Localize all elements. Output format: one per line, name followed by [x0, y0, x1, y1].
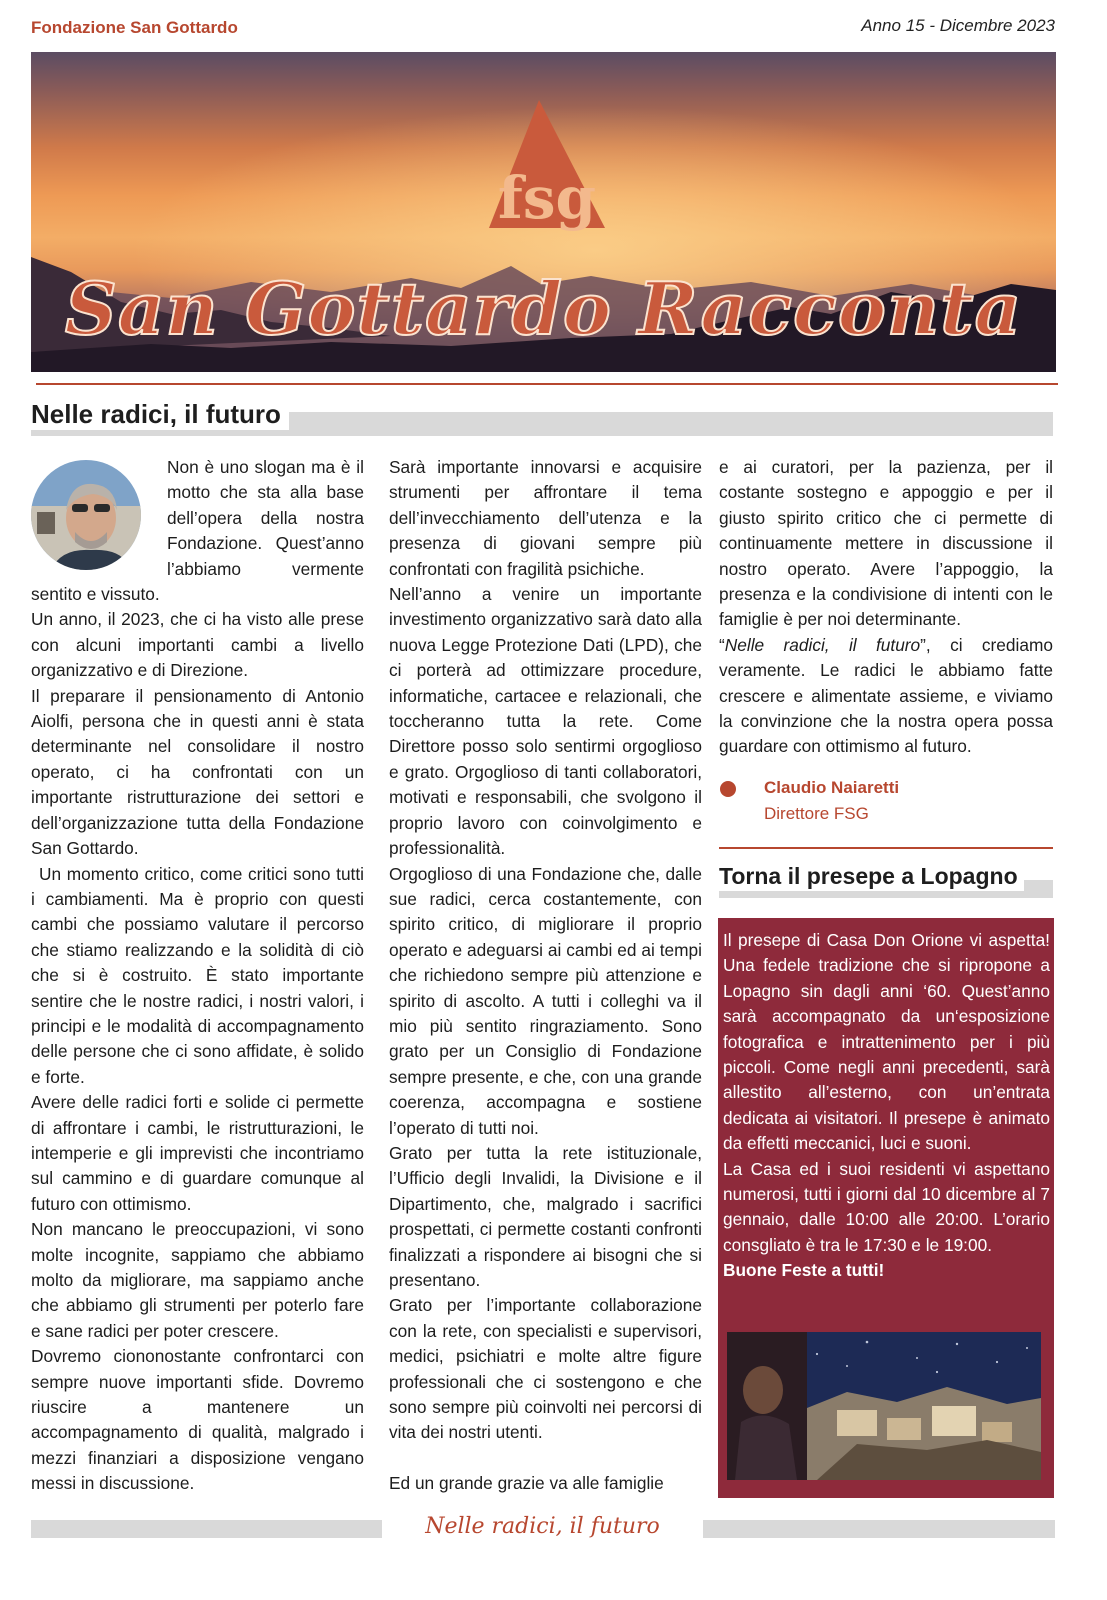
organization-name: Fondazione San Gottardo	[31, 18, 238, 37]
sidebar-divider	[719, 847, 1053, 849]
footer-motto: Nelle radici, il futuro	[425, 1514, 660, 1539]
col1-paragraph: Non è uno slogan ma è il motto che sta alla base dell’opera della nostra Fondazione. Quest’anno l’abbiamo vermente sentito e vissuto.	[31, 457, 364, 605]
logo-text: fsg	[497, 164, 597, 232]
col2-paragraph: Sarà importante innovarsi e acquisire strumenti per affrontare il tema dell’invecchiamento dell’utenza e la presenza di giovani sempre più confrontati con fragilità psichiche.	[389, 457, 702, 579]
presepe-announcement-box	[718, 918, 1054, 1498]
col1-paragraph: Un momento critico, come critici sono tutti i cambiamenti. Ma è proprio con questi cambi che possiamo valutare il percorso che stiamo realizzando e la solidità di ciò che si è costruito. È stato importante sentire che le nostre radici, i nostri valori, i principi e le modalità di accompagnamento delle persone che ci sono affidate, è solido e forte.	[31, 863, 364, 1087]
issue-date: Anno 15 - Dicembre 2023	[861, 16, 1055, 35]
article-column-2	[389, 455, 702, 1497]
col2-paragraph: Nell’anno a venire un importante investimento organizzativo sarà dato alla nuova Legge Protezione Dati (LPD), che ci porterà ad ottimizzare procedure, informatiche, cartacee e relazionali, che toccheranno tutta la rete. Come Direttore posso solo sentirmi orgoglioso e grato. Orgoglioso di tanti collaboratori, motivati e responsabili, che svolgono il proprio lavoro con coinvolgimento e professionalità.	[389, 584, 702, 859]
masthead-banner	[31, 52, 1056, 372]
announcement-closing: Buone Feste a tutti!	[723, 1260, 885, 1281]
article-headline: Nelle radici, il futuro	[31, 398, 289, 430]
announcement-paragraph: Il presepe di Casa Don Orione vi aspetta! Una fedele tradizione che si ripropone a Lopagno sin dagli anni ‘60. Quest’anno sarà accompagnato da un‘esposizione fotografica e intrattenimento per i più piccoli. Come negli anni precedenti, sarà allestito all’esterno, con un’entrata dedicata ai visitatori. Il presepe è animato da effetti meccanici, luci e suoni.	[723, 930, 1050, 1154]
footer-bar-left	[31, 1520, 382, 1538]
col3-quote-continuation: ”, ci crediamo veramente. Le radici le abbiamo fatte crescere e alimentate assieme, e viviamo la convinzione che la nostra opera possa guardare con ottimismo al futuro.	[719, 634, 1053, 757]
sidebar-title: Torna il presepe a Lopagno	[719, 861, 1024, 891]
newsletter-title: San Gottardo Racconta	[64, 266, 1023, 351]
col2-paragraph: Grato per tutta la rete istituzionale, l’Ufficio degli Invalidi, la Divisione e il Dipartimento, che, malgrado i sacrifici prospettati, ci permette costanti confronti finalizzati a rispondere ai bisogni che si presentano.	[389, 1142, 702, 1290]
bullet-dot-icon	[720, 781, 736, 797]
col2-paragraph: Ed un grande grazie va alle famiglie	[389, 1473, 664, 1494]
col1-paragraph: Un anno, il 2023, che ci ha visto alle prese con alcuni importanti cambi a livello organizzativo e di Direzione.	[31, 609, 364, 681]
author-photo	[31, 460, 141, 570]
col1-paragraph: Il preparare il pensionamento di Antonio Aiolfi, persona che in questi anni è stata determinante nel consolidare il nostro operato, ci ha confrontati con un importante ristrutturazione dei settori e dell’organizzazione tutta della Fondazione San Gottardo.	[31, 685, 364, 859]
nativity-scene-photo	[727, 1332, 1041, 1480]
footer-bar-right	[703, 1520, 1055, 1538]
col1-paragraph: Non mancano le preoccupazioni, vi sono molte incognite, sappiamo che abbiamo molto da migliorare, ma sappiamo anche che abbiamo gli strumenti per poterlo fare e sane radici per poter crescere.	[31, 1219, 364, 1341]
col2-paragraph: Orgoglioso di una Fondazione che, dalle sue radici, cerca costantemente, con spirito critico, di migliorare il proprio operato e adeguarsi ai cambi ed ai tempi che richiedono sempre più attenzione e spirito di ascolto. A tutti i colleghi va il mio più sentito ringraziamento. Sono grato per un Consiglio di Fondazione sempre presente, e che, con una grande coerenza, accompagna e sostiene l’operato di tutti noi.	[389, 863, 702, 1138]
col1-paragraph: Dovremo ciononostante confrontarci con sempre nuove importanti sfide. Dovremo riuscire a mantenere un accompagnamento di qualità, malgrado i mezzi finanziari a disposizione vengano messi in discussione.	[31, 1346, 364, 1494]
col1-paragraph: Avere delle radici forti e solide ci permette di affrontare i cambi, le ristrutturazioni, le intemperie e gli imprevisti che incontriamo sul cammino e di guardare comunque al futuro con ottimismo.	[31, 1092, 364, 1214]
announcement-paragraph: La Casa ed i suoi residenti vi aspettano numerosi, tutti i giorni dal 10 dicembre al 7 gennaio, dalle 10:00 alle 20:00. L’orario consgliato è tra le 17:30 e le 19:00.	[723, 1158, 1050, 1255]
author-role: Direttore FSG	[764, 804, 869, 823]
motto-quote: Nelle radici, il futuro	[724, 634, 921, 655]
col3-quote-paragraph: “Nelle radici, il futuro”, ci crediamo veramente. Le radici le abbiamo fatte crescere e alimentate assieme, e viviamo la convinzione che la nostra opera possa guardare con ottimismo al futuro.	[719, 634, 1053, 757]
col2-paragraph: Grato per l’importante collaborazione con la rete, con specialisti e supervisori, medici, psichiatri e molte altre figure professionali che ci sostengono e che sono sempre più coinvolti nei percorsi di vita dei nostri utenti.	[389, 1295, 702, 1443]
col3-paragraph: e ai curatori, per la pazienza, per il costante sostegno e appoggio e per il giusto spirito critico che ci permette di continuamente mettere in discussione il nostro operato. Avere l’appoggio, la presenza e la condivisione di intenti con le famiglie è per noi determinante.	[719, 457, 1053, 630]
article-column-1	[31, 455, 364, 1497]
header-divider	[36, 383, 1058, 385]
article-column-3	[719, 455, 1053, 760]
paragraph-spacer	[389, 1446, 702, 1471]
author-name: Claudio Naiaretti	[764, 778, 900, 797]
